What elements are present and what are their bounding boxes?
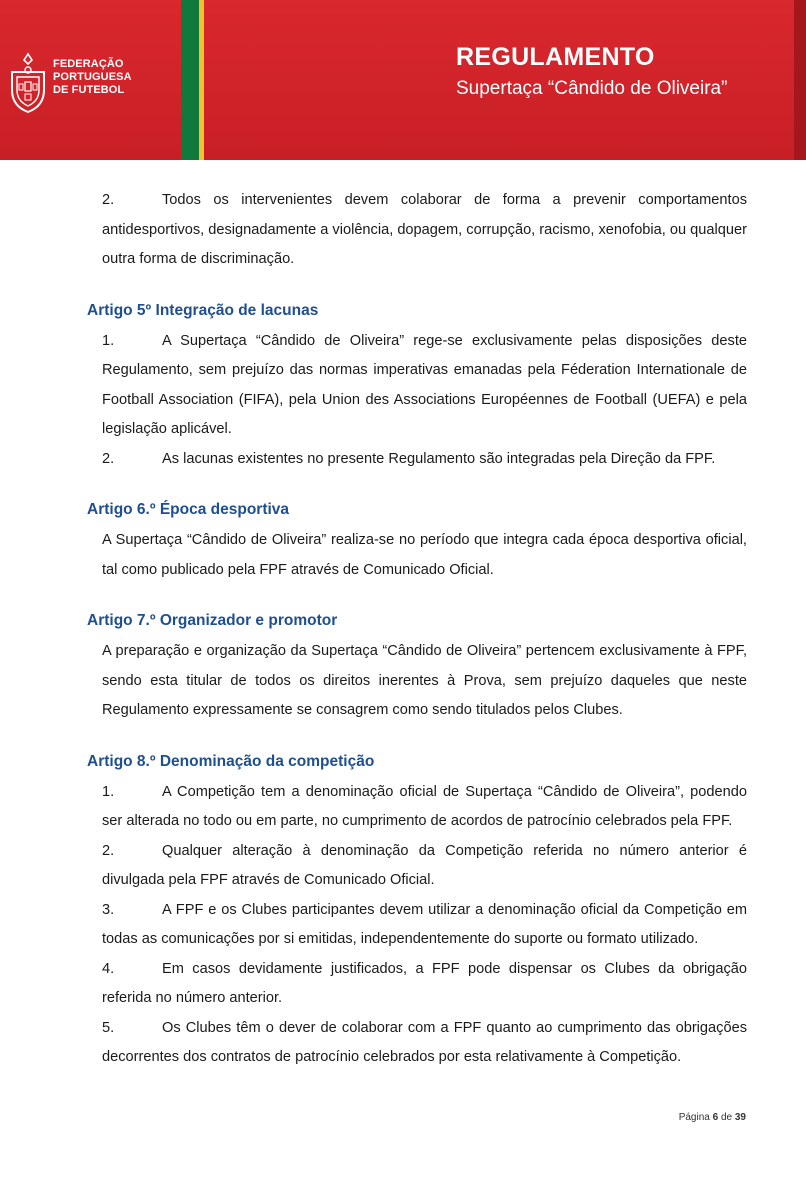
page-total: 39 (734, 1112, 746, 1123)
paragraph (102, 445, 747, 475)
article-heading: Artigo 7.º Organizador e promotor (87, 612, 338, 629)
paragraph-text: A Competição tem a denominação oficial de Supertaça “Cândido de Oliveira”, podendo ser alterada no todo ou em parte, no cumprimento de acordos de patrocínio celebrados pela FPF. (102, 783, 747, 829)
paragraph-text: A preparação e organização da Supertaça “Cândido de Oliveira” pertencem exclusivamente à FPF, sendo esta titular de todos os direitos inerentes à Prova, sem prejuízo daqueles que neste Regulamento expressamente se consagrem como sendo titulados pelos Clubes. (102, 643, 747, 718)
paragraph-text: Os Clubes têm o dever de colaborar com a FPF quanto ao cumprimento das obrigações decorrentes dos contratos de patrocínio celebrados por esta relativamente à Competição. (102, 1019, 747, 1065)
page-of: de (720, 1112, 733, 1123)
paragraph (102, 778, 747, 837)
green-stripe (181, 0, 199, 160)
paragraph-number: 5. (102, 1019, 115, 1036)
article-heading: Artigo 5º Integração de lacunas (87, 301, 319, 319)
paragraph (102, 955, 747, 1014)
paragraph-text: Todos os intervenientes devem colaborar de forma a prevenir comportamentos antidesportivos, designadamente a violência, dopagem, corrupção, racismo, xenofobia, ou qualquer outra forma de discriminação. (102, 192, 747, 267)
document-title: REGULAMENTO (456, 43, 655, 71)
federation-line2: PORTUGUESA (53, 71, 132, 83)
federation-name (53, 58, 132, 97)
federation-line3: DE FUTEBOL (53, 84, 125, 96)
paragraph-text: A Supertaça “Cândido de Oliveira” realiza-se no período que integra cada época desportiva oficial, tal como publicado pela FPF através de Comunicado Oficial. (102, 532, 747, 578)
document-header (0, 0, 806, 160)
paragraph-text: As lacunas existentes no presente Regulamento são integradas pela Direção da FPF. (162, 450, 716, 467)
yellow-stripe (199, 0, 204, 160)
paragraph (102, 896, 747, 955)
page-label: Página (678, 1112, 710, 1123)
paragraph (102, 1014, 747, 1073)
paragraph-number: 4. (102, 960, 115, 977)
document-body (87, 186, 747, 1073)
paragraph-number: 3. (102, 901, 115, 918)
paragraph (102, 186, 747, 275)
paragraph-text: A FPF e os Clubes participantes devem utilizar a denominação oficial da Competição em todas as comunicações por si emitidas, independentemente do suporte ou formato utilizado. (102, 901, 747, 947)
article-heading: Artigo 8.º Denominação da competição (87, 752, 375, 770)
page-current: 6 (712, 1112, 719, 1123)
paragraph-number: 1. (102, 783, 115, 800)
paragraph-text: A Supertaça “Cândido de Oliveira” rege-se exclusivamente pelas disposições deste Regulamento, sem prejuízo das normas imperativas emanadas pela Féderation Internationale de Football Association (FIFA), pela Union des Associations Européennes de Football (UEFA) e pela legislação aplicável. (102, 332, 747, 437)
page-number (679, 1112, 746, 1123)
paragraph-number: 2. (102, 192, 115, 208)
paragraph-number: 2. (102, 450, 115, 467)
paragraph (102, 327, 747, 445)
header-edge (794, 0, 806, 160)
federation-line1: FEDERAÇÃO (53, 58, 124, 70)
paragraph-text: Em casos devidamente justificados, a FPF pode dispensar os Clubes da obrigação referida no número anterior. (102, 960, 747, 1006)
document-subtitle: Supertaça “Cândido de Oliveira” (456, 78, 728, 99)
article-heading: Artigo 6.º Época desportiva (87, 501, 290, 518)
paragraph-text: Qualquer alteração à denominação da Competição referida no número anterior é divulgada pela FPF através de Comunicado Oficial. (102, 842, 747, 888)
paragraph-number: 2. (102, 842, 115, 859)
paragraph-number: 1. (102, 332, 115, 349)
fpf-crest-icon (6, 50, 50, 116)
paragraph (102, 837, 747, 896)
